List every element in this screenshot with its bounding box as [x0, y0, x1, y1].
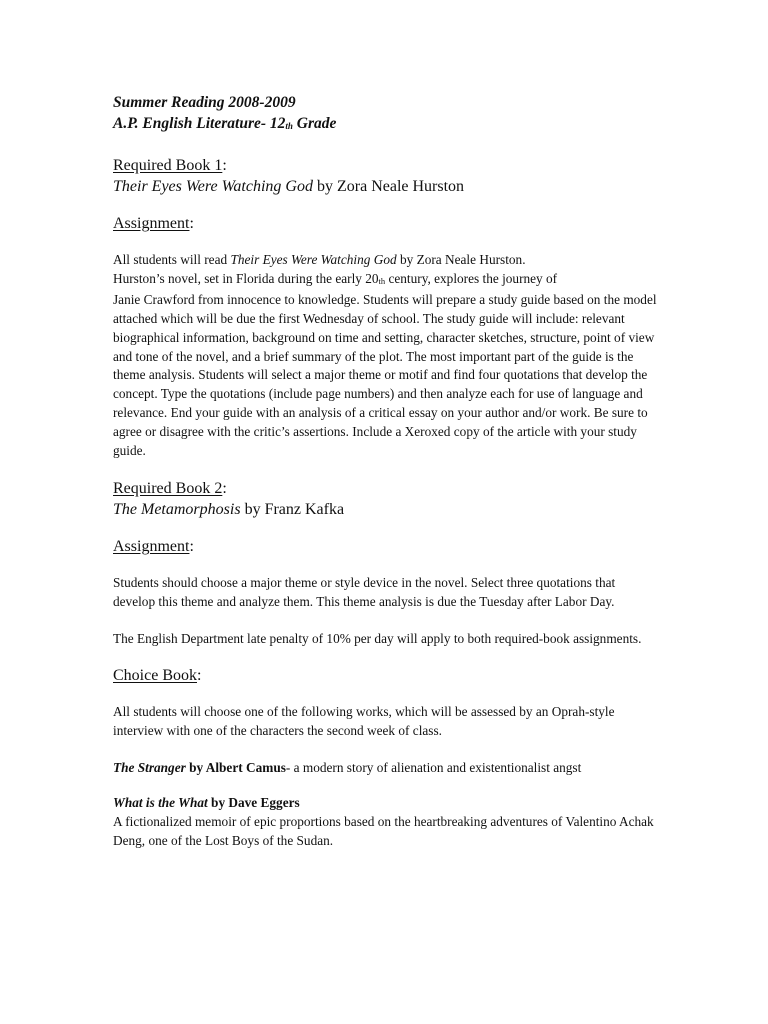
choice-item-2: [113, 794, 658, 851]
assignment2-paragraph-1: Students should choose a major theme or style device in the novel. Select three quotations that develop this theme and analyze them. This theme analysis is due the Tuesday after Labor Day.: [113, 574, 616, 609]
assignment1-colon: :: [189, 215, 194, 232]
assignment2-heading: [113, 537, 658, 557]
assignment1-text-rest: Janie Crawford from innocence to knowledge. Students will prepare a study guide based on the model attached which will be due the first Wednesday of school. The study guide will include: relevant biographical information, background on time and setting, character sketches, structure, point of view and tone of the novel, and a brief summary of the plot. The most important part of the guide is the theme analysis. Students will select a major theme or motif and find four quotations that develop the concept. Type the quotations (include page numbers) and then analyze each for use of language and relevance. End your guide with an analysis of a critical essay on your author and/or work. Be sure to agree or disagree with the critic’s assertions. Include a Xeroxed copy of the article with your study guide.: [113, 291, 657, 459]
book2-title: The Metamorphosis: [113, 500, 241, 518]
book1-heading-label: Required Book 1: [113, 157, 223, 174]
choice-item-1-author: by Albert Camus: [185, 759, 286, 775]
book2-author: by Franz Kafka: [240, 500, 345, 518]
book2-colon: :: [222, 479, 227, 497]
book2-line: [113, 499, 658, 520]
assignment1-heading: [113, 214, 658, 234]
choice-intro: All students will choose one of the following works, which will be assessed by an Oprah-style interview with one of the characters the second week of class.: [113, 703, 615, 738]
choice-item-2-title: What is the What: [113, 795, 208, 811]
subtitle-grade: Grade: [292, 115, 337, 132]
assignment1-heading-label: Assignment: [113, 215, 190, 232]
assignment1-text-c: Hurston’s novel, set in Florida during the early 20: [113, 270, 379, 286]
choice-heading-label: Choice Book: [113, 666, 197, 684]
assignment1-text-b: by Zora Neale Hurston.: [396, 252, 526, 267]
book2-heading: [113, 479, 658, 499]
assignment2-colon: :: [189, 537, 194, 555]
choice-heading: [113, 666, 658, 686]
book1-author: by Zora Neale Hurston: [312, 178, 465, 195]
subtitle-text: A.P. English Literature- 12: [113, 115, 286, 132]
book1-line: [113, 176, 658, 197]
choice-item-2-desc: A fictionalized memoir of epic proportions based on the heartbreaking adventures of Valentino Achak Deng, one of the Lost Boys of the Sudan.: [113, 814, 654, 849]
assignment1-ordinal: th: [378, 275, 386, 286]
assignment2-heading-label: Assignment: [113, 537, 190, 555]
assignment1-text-a: All students will read: [113, 252, 231, 267]
choice-item-2-author: by Dave Eggers: [207, 795, 300, 811]
choice-item-1-title: The Stranger: [113, 759, 186, 775]
assignment2-paragraph-2: The English Department late penalty of 10% per day will apply to both required-book assignments.: [113, 630, 642, 646]
book1-heading: [113, 156, 658, 176]
document-title: [113, 92, 658, 113]
book1-title: Their Eyes Were Watching God: [113, 178, 313, 195]
assignment1-paragraph: [113, 251, 658, 461]
assignment1-text-d: century, explores the journey of: [385, 270, 558, 286]
choice-item-1-desc: - a modern story of alienation and existentionalist angst: [285, 759, 582, 775]
document-subtitle: [113, 113, 658, 137]
book1-colon: :: [222, 157, 227, 174]
title-line-1: Summer Reading 2008-2009: [113, 94, 296, 111]
subtitle-ordinal: th: [285, 121, 293, 131]
choice-item-1: [113, 759, 658, 778]
document-page: [113, 92, 658, 851]
choice-colon: :: [197, 666, 202, 684]
book2-heading-label: Required Book 2: [113, 479, 223, 497]
assignment1-book-title: Their Eyes Were Watching God: [230, 252, 397, 267]
